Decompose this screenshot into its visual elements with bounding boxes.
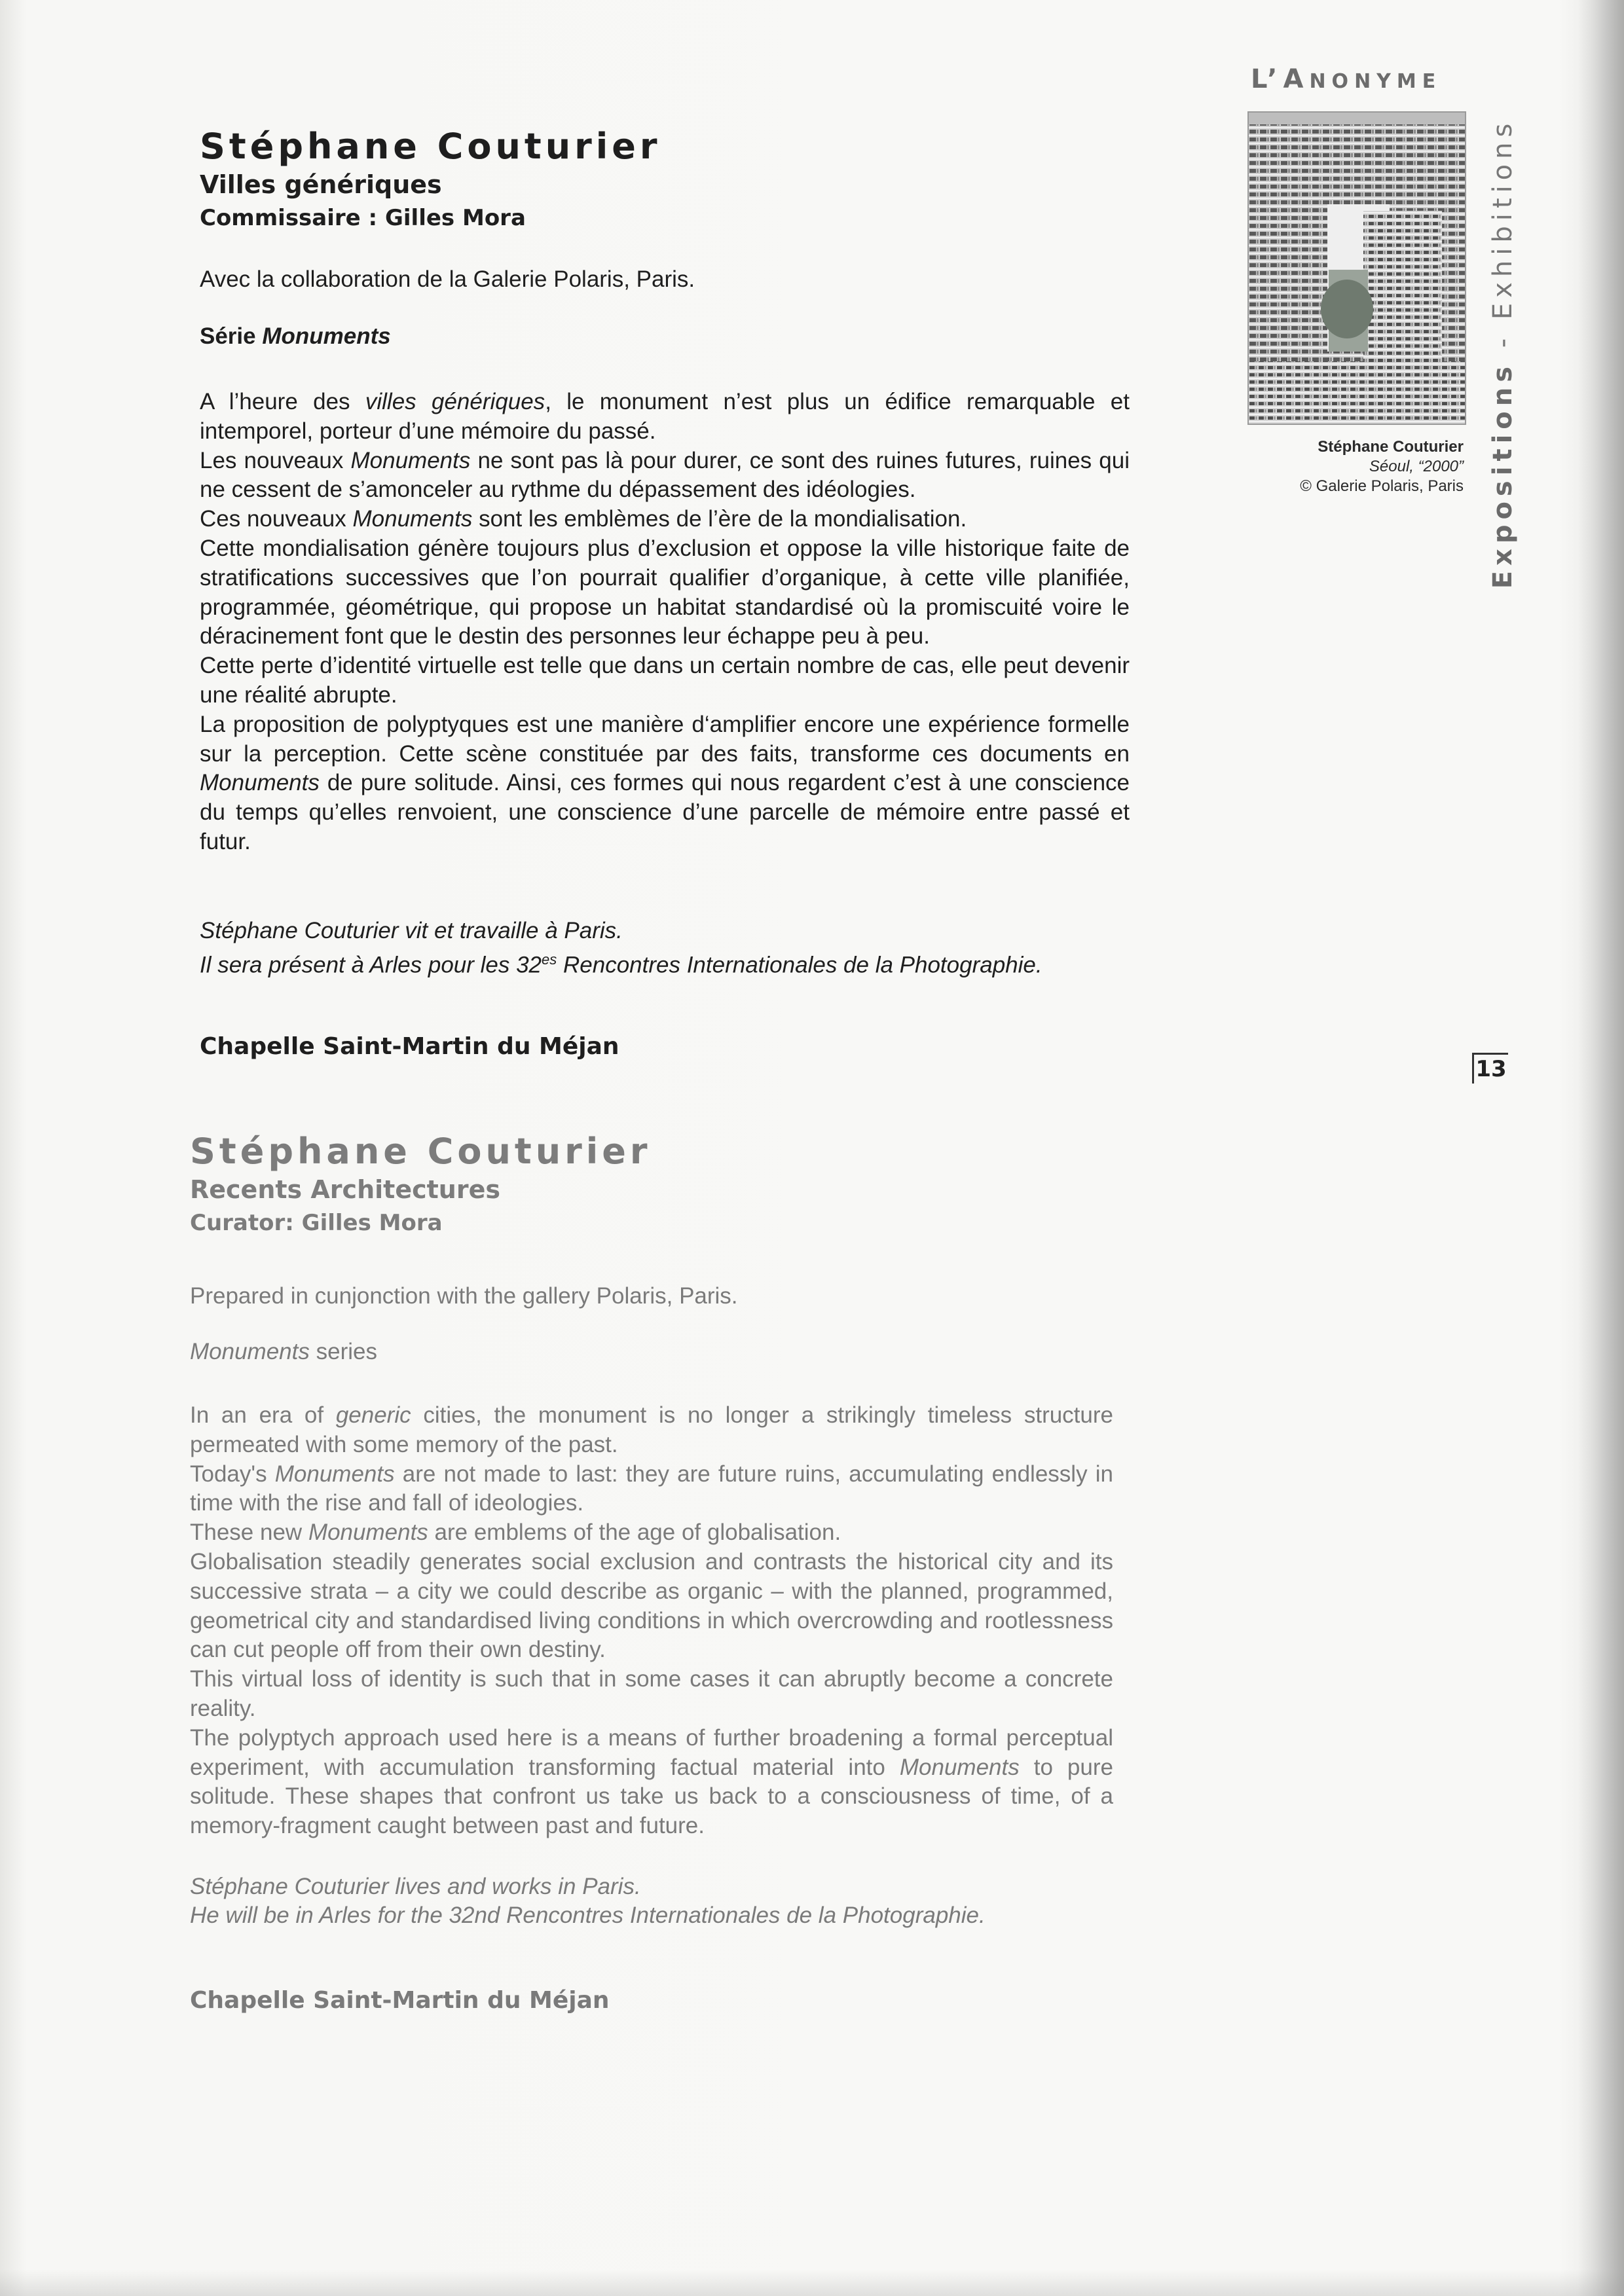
text-run-italic: Monuments: [200, 770, 320, 796]
french-collaboration: Avec la collaboration de la Galerie Polaris, Paris.: [200, 266, 695, 292]
scan-shadow-right: [1578, 0, 1624, 2296]
text-run: Today's: [190, 1461, 275, 1487]
section-separator: -: [1488, 333, 1518, 348]
text-run: In an era of: [190, 1402, 336, 1428]
french-paragraph: [200, 388, 1130, 446]
french-subtitle: Villes génériques: [200, 170, 442, 199]
english-series-name: Monuments: [190, 1339, 310, 1364]
text-run: La proposition de polyptyques est une manière d‘amplifier encore une expérience formelle sur la perception. Cette scène constituée par des faits, transforme ces documents en: [200, 711, 1130, 767]
english-header: [190, 1131, 1120, 1239]
text-run: are not made to last: they are future ruins, accumulating endlessly in time with the rise and fall of ideologies.: [190, 1461, 1113, 1516]
french-curator: Commissaire : Gilles Mora: [200, 205, 526, 231]
english-subtitle: Recents Architectures: [190, 1175, 500, 1204]
english-notes: [190, 1872, 1120, 1930]
text-run: A l’heure des: [200, 389, 365, 414]
text-run: Il sera présent à Arles pour les 32: [200, 952, 542, 978]
english-paragraph: [190, 1460, 1113, 1519]
english-paragraph: [190, 1724, 1113, 1841]
french-paragraph: [200, 446, 1130, 505]
caption-artist: Stéphane Couturier: [1318, 438, 1464, 456]
english-paragraph: [190, 1518, 1113, 1548]
text-run-italic: Monuments: [899, 1754, 1020, 1780]
artwork-photo: [1247, 111, 1466, 425]
english-prepared: Prepared in cunjonction with the gallery Polaris, Paris.: [190, 1283, 738, 1309]
french-body: [200, 388, 1130, 857]
text-run-italic: Monuments: [274, 1461, 395, 1487]
french-venue: Chapelle Saint-Martin du Méjan: [200, 1033, 619, 1060]
text-run: are emblems of the age of globalisation.: [428, 1520, 841, 1546]
section-label: [1488, 118, 1518, 589]
english-body: [190, 1401, 1113, 1841]
french-notes: [200, 917, 1130, 980]
caption-title: Séoul, “2000”: [1369, 458, 1464, 475]
text-run: Les nouveaux: [200, 447, 351, 473]
scan-shadow-bottom: [0, 2270, 1624, 2296]
english-paragraph: This virtual loss of identity is such that in some cases it can abruptly become a concrete reality.: [190, 1666, 1113, 1721]
english-venue: Chapelle Saint-Martin du Méjan: [190, 1987, 610, 2014]
english-paragraph: [190, 1401, 1113, 1460]
brand-logo: [1251, 64, 1441, 94]
french-header: [200, 126, 1130, 234]
french-note-1: Stéphane Couturier vit et travaille à Paris.: [200, 918, 623, 943]
english-note-2: He will be in Arles for the 32nd Rencontres Internationales de la Photographie.: [190, 1903, 986, 1928]
text-run-italic: villes génériques: [365, 389, 545, 414]
caption-credit: © Galerie Polaris, Paris: [1300, 477, 1464, 495]
section-label-fr: Expositions: [1488, 361, 1518, 589]
text-run-italic: Monuments: [352, 506, 473, 532]
french-series-name: Monuments: [262, 323, 391, 349]
text-run: The polyptych approach used here is a means of further broadening a formal perceptual experiment, with accumulation transforming factual material into: [190, 1724, 1113, 1780]
text-run: ne sont pas là pour durer, ce sont des ruines futures, ruines qui ne cessent de s’amonceler au rythme du dépassement des idéologies.: [200, 447, 1130, 503]
text-run: These new: [190, 1520, 308, 1546]
text-run: Ces nouveaux: [200, 506, 353, 532]
section-label-en: Exhibitions: [1488, 118, 1518, 320]
english-paragraph: Globalisation steadily generates social exclusion and contrasts the historical city and its successive strata – a city we could describe as organic – with the planned, programmed, geometrical city and standardised living conditions in which overcrowding and rootlessness can cut people off from their own destiny.: [190, 1548, 1113, 1663]
brand-initial: L’A: [1251, 64, 1310, 94]
page-number: 13: [1472, 1053, 1508, 1084]
text-run: to pure solitude. These shapes that confront us take us back to a consciousness of time, of a memory-fragment caught between past and future.: [190, 1754, 1113, 1839]
french-series: [200, 323, 1130, 350]
text-run-italic: Monuments: [308, 1520, 428, 1546]
english-title: Stéphane Couturier: [190, 1131, 652, 1172]
french-paragraph: [200, 710, 1130, 857]
french-paragraph: Cette mondialisation génère toujours plus d’exclusion et oppose la ville historique faite de stratifications successives que l’on pourrait qualifier d’organique, à cette ville planifiée, programmée, géométrique, qui propose un habitat standardisé où la promiscuité voire le déracinement font que le destin des personnes leur échappe peu à peu.: [200, 535, 1130, 649]
text-run: sont les emblèmes de l’ère de la mondialisation.: [472, 506, 967, 532]
english-note-1: Stéphane Couturier lives and works in Paris.: [190, 1874, 641, 1899]
french-paragraph: [200, 505, 1130, 534]
superscript: es: [542, 951, 557, 968]
english-series-suffix: series: [309, 1339, 377, 1364]
french-title: Stéphane Couturier: [200, 126, 661, 167]
text-run: Rencontres Internationales de la Photographie.: [557, 952, 1043, 978]
english-series: [190, 1338, 1120, 1366]
french-paragraph: Cette perte d’identité virtuelle est telle que dans un certain nombre de cas, elle peut devenir une réalité abrupte.: [200, 653, 1130, 708]
french-note-2: [200, 945, 1130, 980]
english-curator: Curator: Gilles Mora: [190, 1210, 443, 1236]
text-run-italic: Monuments: [350, 447, 471, 473]
section-sidebar: [1477, 105, 1529, 602]
building-facade-image: [1249, 113, 1465, 424]
text-run: de pure solitude. Ainsi, ces formes qui nous regardent c’est à une conscience du temps qu’elles renvoient, une conscience d’une parcelle de mémoire entre passé et futur.: [200, 770, 1130, 854]
text-run: cities, the monument is no longer a strikingly timeless structure permeated with some memory of the past.: [190, 1402, 1113, 1457]
brand-rest: NONYME: [1309, 70, 1442, 93]
text-run: , le monument n’est plus un édifice remarquable et intemporel, porteur d’une mémoire du passé.: [200, 389, 1130, 444]
text-run-italic: generic: [335, 1402, 411, 1428]
french-series-prefix: Série: [200, 323, 263, 349]
